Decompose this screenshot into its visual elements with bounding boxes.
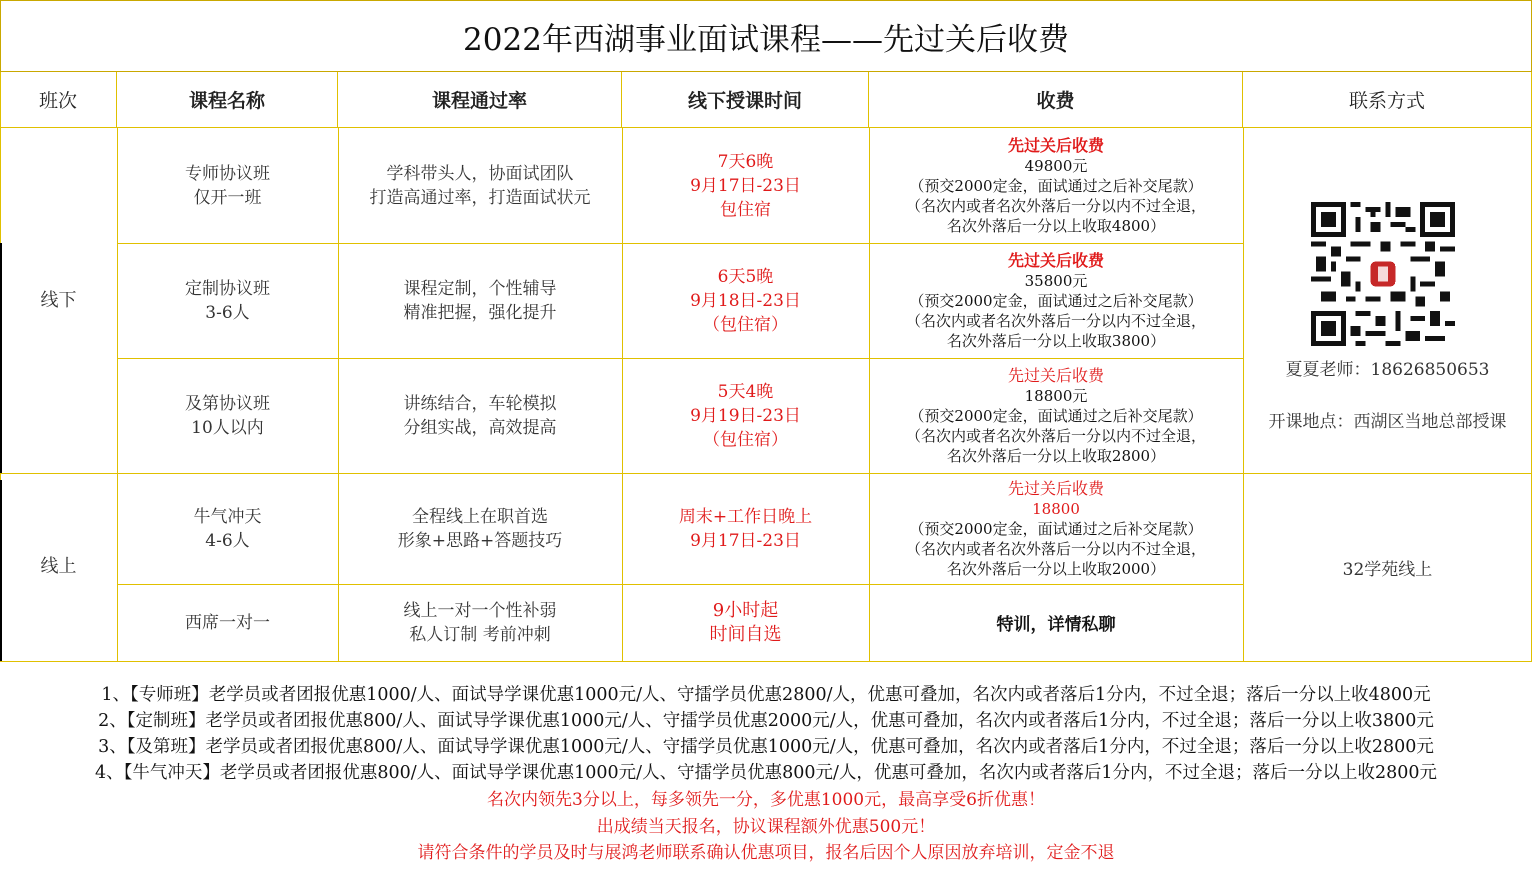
row-1-fee — [869, 128, 1243, 243]
row-2-name-line-1: 定制协议班 — [185, 278, 270, 299]
footer-note-3: 3、【及第班】老学员或者团报优惠800/人、面试导学课优惠1000元/人、守擂学员优惠1000元/人，优惠可叠加，名次内或者落后1分内，不过全退；落后一分以上收2800元 — [98, 737, 1434, 757]
row-4-name — [117, 473, 338, 584]
contact-online — [1243, 473, 1532, 661]
row-4-pass — [338, 473, 622, 584]
row-4-fee — [869, 473, 1243, 584]
row-5-name — [117, 584, 338, 661]
row-5-pass-line-1: 线上一对一个性补弱 — [403, 600, 557, 621]
header-course-name-label: 课程名称 — [188, 90, 265, 112]
row-4-fee-line-4: （名次内或者名次外落后一分以内不过全退， — [905, 539, 1206, 558]
row-3-fee-line-1: 先过关后收费 — [1007, 365, 1104, 385]
row-1-pass-line-1: 学科带头人，协面试团队 — [386, 163, 574, 184]
row-1-fee-line-5: 名次外落后一分以上收取4800） — [946, 216, 1166, 235]
row-3-fee — [869, 358, 1243, 473]
row-4-name-line-2: 4-6人 — [205, 530, 250, 551]
row-2-pass-line-1: 课程定制，个性辅导 — [403, 278, 557, 299]
row-1-name-line-1: 专师协议班 — [185, 163, 270, 184]
row-1-pass — [338, 128, 622, 243]
row-2-time-line-1: 6天5晚 — [717, 266, 774, 287]
row-4-pass-line-2: 形象+思路+答题技巧 — [397, 530, 563, 551]
row-5-pass-line-2: 私人订制 考前冲刺 — [409, 624, 551, 645]
footer-notes — [0, 661, 1532, 882]
row-2-fee-line-5: 名次外落后一分以上收取3800） — [946, 331, 1166, 350]
row-3-time-line-1: 5天4晚 — [717, 381, 774, 402]
row-3-name-line-1: 及第协议班 — [185, 393, 270, 414]
row-3-name-line-2: 10人以内 — [191, 417, 264, 438]
row-3-time-line-2: 9月19日-23日 — [690, 405, 801, 426]
row-5-fee — [869, 584, 1243, 661]
row-3-name — [117, 358, 338, 473]
row-1-name-line-2: 仅开一班 — [193, 187, 262, 208]
row-2-fee-line-2: 35800元 — [1024, 271, 1088, 290]
row-2-fee-line-1: 先过关后收费 — [1007, 250, 1104, 270]
row-3-fee-line-2: 18800元 — [1024, 386, 1088, 405]
row-2-fee — [869, 243, 1243, 358]
row-1-fee-line-4: （名次内或者名次外落后一分以内不过全退， — [905, 196, 1206, 215]
contact-location — [1243, 404, 1532, 434]
group-offline-label: 线下 — [40, 289, 77, 311]
row-1-pass-line-2: 打造高通过率，打造面试状元 — [369, 187, 591, 208]
row-4-pass-line-1: 全程线上在职首选 — [412, 506, 548, 527]
row-3-fee-line-5: 名次外落后一分以上收取2800） — [946, 446, 1166, 465]
contact-online-text: 32学苑线上 — [1342, 559, 1433, 580]
row-2-time-line-3: （包住宿） — [703, 314, 788, 335]
row-1-fee-line-1: 先过关后收费 — [1007, 135, 1104, 155]
header-course-name — [117, 72, 338, 128]
footer-note-2: 2、【定制班】老学员或者团报优惠800/人、面试导学课优惠1000元/人、守擂学员优惠2000元/人，优惠可叠加，名次内或者落后1分内，不过全退；落后一分以上收3800元 — [98, 711, 1434, 731]
group-offline — [0, 128, 117, 473]
contact-teacher-text: 夏夏老师：18626850653 — [1285, 359, 1490, 380]
row-1-time — [622, 128, 869, 243]
row-3-pass — [338, 358, 622, 473]
header-pass-rate — [338, 72, 622, 128]
header-class-label: 班次 — [38, 90, 77, 112]
footer-note-4: 4、【牛气冲天】老学员或者团报优惠800/人、面试导学课优惠1000元/人、守擂学员优惠800元/人，优惠可叠加，名次内或者落后1分内，不过全退；落后一分以上收2800元 — [94, 763, 1438, 783]
row-1-time-line-1: 7天6晚 — [717, 151, 774, 172]
row-3-time-line-3: （包住宿） — [703, 429, 788, 450]
row-3-pass-line-2: 分组实战，高效提高 — [403, 417, 557, 438]
header-schedule — [622, 72, 869, 128]
row-5-name-line-1: 西席一对一 — [185, 612, 270, 633]
row-5-pass — [338, 584, 622, 661]
header-schedule-label: 线下授课时间 — [687, 90, 802, 112]
header-class — [0, 72, 117, 128]
row-5-time-line-2: 时间自选 — [709, 623, 782, 645]
title-text: 2022年西湖事业面试课程——先过关后收费 — [463, 21, 1069, 58]
group-online-label: 线上 — [40, 556, 77, 577]
row-1-fee-line-2: 49800元 — [1024, 156, 1088, 175]
header-fee — [869, 72, 1243, 128]
header-contact — [1243, 72, 1532, 128]
row-3-fee-line-4: （名次内或者名次外落后一分以内不过全退， — [905, 426, 1206, 445]
row-4-fee-line-5: 名次外落后一分以上收取2000） — [946, 559, 1166, 578]
row-4-time-line-1: 周末+工作日晚上 — [678, 506, 813, 527]
row-2-fee-line-3: （预交2000定金，面试通过之后补交尾款） — [909, 291, 1203, 310]
row-2-name — [117, 243, 338, 358]
group-online — [0, 473, 117, 661]
contact-teacher — [1243, 352, 1532, 382]
header-pass-rate-label: 课程通过率 — [431, 90, 527, 112]
footer-highlight-1: 名次内领先3分以上，每多领先一分，多优惠1000元，最高享受6折优惠！ — [487, 790, 1045, 810]
row-3-fee-line-3: （预交2000定金，面试通过之后补交尾款） — [909, 406, 1203, 425]
row-5-time — [622, 584, 869, 661]
footer-highlight-3: 请符合条件的学员及时与展鸿老师联系确认优惠项目，报名后因个人原因放弃培训，定金不退 — [417, 843, 1115, 863]
row-4-name-line-1: 牛气冲天 — [193, 506, 262, 527]
page-title — [0, 0, 1532, 72]
footer-note-1: 1、【专师班】老学员或者团报优惠1000/人、面试导学课优惠1000元/人、守擂学员优惠2800/人，优惠可叠加，名次内或者落后1分内，不过全退；落后一分以上收4800元 — [101, 685, 1431, 705]
row-1-name — [117, 128, 338, 243]
row-4-fee-line-1: 先过关后收费 — [1007, 478, 1104, 498]
row-2-pass — [338, 243, 622, 358]
qr-code-icon — [1311, 202, 1455, 346]
row-4-time-line-2: 9月17日-23日 — [690, 530, 801, 551]
row-2-time-line-2: 9月18日-23日 — [690, 290, 801, 311]
row-1-fee-line-3: （预交2000定金，面试通过之后补交尾款） — [909, 176, 1203, 195]
header-contact-label: 联系方式 — [1348, 90, 1425, 112]
header-fee-label: 收费 — [1036, 90, 1075, 112]
row-5-time-line-1: 9小时起 — [712, 599, 779, 621]
footer-highlight-2: 出成绩当天报名，协议课程额外优惠500元！ — [596, 817, 936, 837]
row-2-name-line-2: 3-6人 — [205, 302, 250, 323]
row-3-pass-line-1: 讲练结合，车轮模拟 — [403, 393, 557, 414]
row-4-fee-line-2: 18800 — [1032, 499, 1080, 518]
row-2-pass-line-2: 精准把握，强化提升 — [403, 302, 557, 323]
row-2-time — [622, 243, 869, 358]
row-5-fee-line-1: 特训，详情私聊 — [996, 615, 1116, 635]
row-4-fee-line-3: （预交2000定金，面试通过之后补交尾款） — [909, 519, 1203, 538]
row-1-time-line-3: 包住宿 — [720, 199, 771, 220]
row-1-time-line-2: 9月17日-23日 — [690, 175, 801, 196]
row-3-time — [622, 358, 869, 473]
row-4-time — [622, 473, 869, 584]
contact-location-text: 开课地点：西湖区当地总部授课 — [1268, 411, 1507, 432]
row-2-fee-line-4: （名次内或者名次外落后一分以内不过全退， — [905, 311, 1206, 330]
